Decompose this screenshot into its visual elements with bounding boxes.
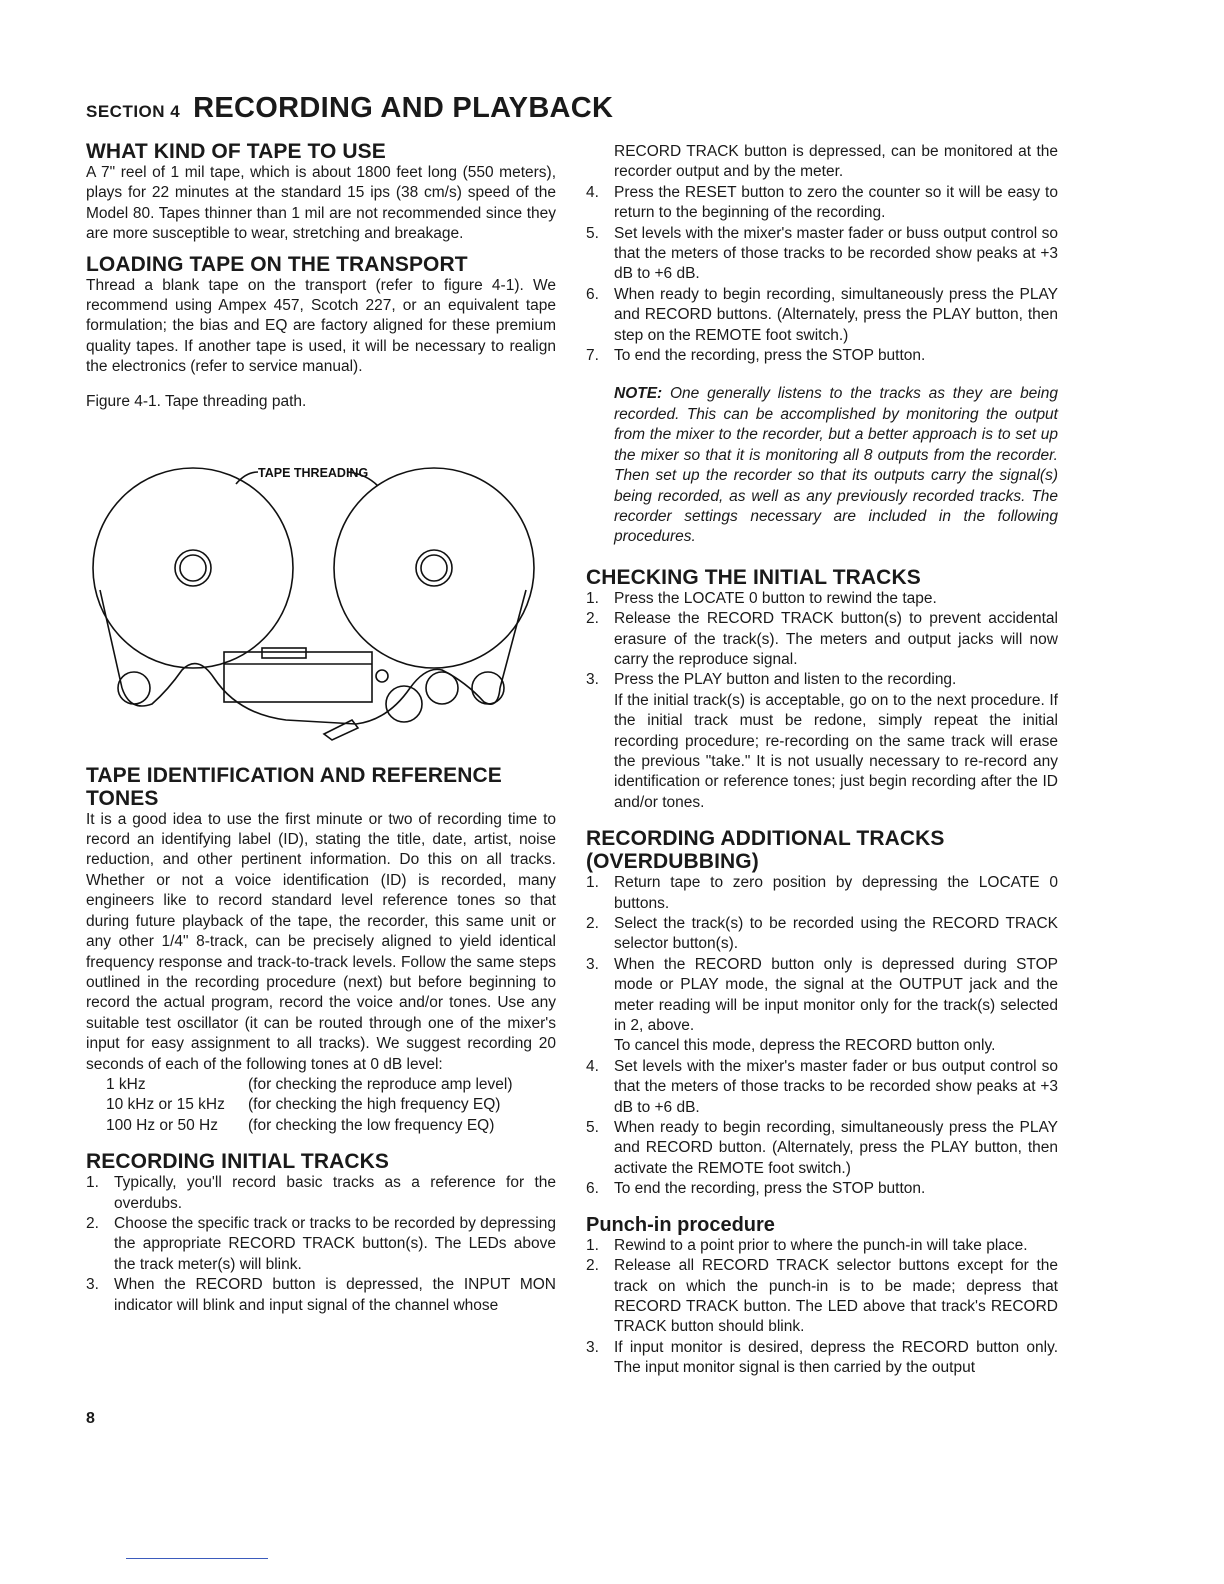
step-text: Release the RECORD TRACK button(s) to prevent accidental erasure of the track(s). The meters and output jacks will now carry the reproduce signal. <box>614 610 1058 668</box>
tone-freq: 1 kHz <box>106 1075 146 1093</box>
right-reel <box>334 468 534 668</box>
tape-threading-figure <box>86 420 556 750</box>
checking-heading: CHECKING THE INITIAL TRACKS <box>586 565 921 589</box>
step-number: 3. <box>586 1338 599 1356</box>
tone-row <box>106 1095 513 1115</box>
step <box>586 873 1058 914</box>
figure-caption: Figure 4-1. Tape threading path. <box>86 392 307 410</box>
step-text: Set levels with the mixer's master fader or bus output control so that the meters of those tracks to be recorded show peaks at +3 dB to +6 dB. <box>614 1057 1058 1116</box>
left-reel <box>93 468 293 668</box>
step <box>586 346 1058 366</box>
step-text: Select the track(s) to be recorded using the RECORD TRACK selector button(s). <box>614 915 1058 953</box>
punch-in-heading: Punch-in procedure <box>586 1213 775 1236</box>
tape-id-heading: TAPE IDENTIFICATION AND REFERENCE TONES <box>86 763 502 810</box>
step-text: Set levels with the mixer's master fader or buss output control so that the meters of those tracks to be recorded show peaks at +3 dB to +6 dB. <box>614 224 1058 283</box>
step-number: 3. <box>586 671 599 689</box>
step-text: Typically, you'll record basic tracks as a reference for the overdubs. <box>114 1174 556 1212</box>
step-number: 4. <box>586 183 599 201</box>
note-label: NOTE: <box>614 385 663 403</box>
tension-roller <box>386 686 422 722</box>
checking-section <box>586 566 1058 813</box>
step-text: Release all RECORD TRACK selector buttons except for the track on which the punch-in is to be made; depress that RECORD TRACK button. The LED above that track's RECORD TRACK button should blink. <box>614 1257 1058 1336</box>
step-number: 6. <box>586 1180 599 1198</box>
step-number: 6. <box>586 285 599 303</box>
page-number: 8 <box>86 1410 95 1427</box>
step <box>586 914 1058 955</box>
loading-section <box>86 253 556 750</box>
overdub-section <box>586 827 1058 1200</box>
step-number: 3. <box>86 1276 99 1294</box>
step-number: 5. <box>586 224 599 242</box>
step <box>586 1256 1058 1338</box>
head-block <box>224 652 372 702</box>
overdub-heading: RECORDING ADDITIONAL TRACKS (OVERDUBBING) <box>586 827 945 874</box>
figure-label: TAPE THREADING <box>258 465 369 480</box>
initial-steps-continued <box>586 183 1058 367</box>
step-text: Rewind to a point prior to where the punch-in will take place. <box>614 1236 1028 1254</box>
tone-freq: 10 kHz or 15 kHz <box>106 1096 225 1114</box>
step <box>586 1236 1058 1256</box>
step-number: 4. <box>586 1057 599 1075</box>
continued-text: RECORD TRACK button is depressed, can be monitored at the recorder output and by the meter. <box>614 143 1058 181</box>
section-label: SECTION 4 <box>86 102 181 121</box>
step <box>586 955 1058 1057</box>
step-number: 1. <box>586 589 599 607</box>
step-text: To end the recording, press the STOP button. <box>614 1180 926 1198</box>
initial-steps <box>86 1173 556 1316</box>
loading-body: Thread a blank tape on the transport (refer to figure 4-1). We recommend using Ampex 457, Scotch 227, or an equivalent tape formulation; the bias and EQ are factory aligned for these premium quality tapes. If another tape is used, it will be necessary to realign the electronics (refer to service manual). <box>86 276 556 376</box>
step-number: 1. <box>586 1236 599 1254</box>
step <box>586 183 1058 224</box>
checking-steps <box>586 589 1058 813</box>
step <box>586 1118 1058 1179</box>
tone-purpose: (for checking the low frequency EQ) <box>248 1116 495 1134</box>
initial-tracks-continued <box>586 142 1058 548</box>
step-text: When ready to begin recording, simultaneously press the PLAY and RECORD button. (Alternately, press the PLAY button, then activate the REMOTE foot switch.) <box>614 1119 1058 1177</box>
step <box>586 670 1058 813</box>
step-extra-text: If the initial track(s) is acceptable, go on to the next procedure. If the initial track must be redone, simply repeat the initial recording procedure; re-recording on the same track will erase the previous "take." It is not usually necessary to re-record any identification or reference tones; just begin recording after the ID and/or tones. <box>614 691 1058 811</box>
tone-purpose: (for checking the high frequency EQ) <box>248 1096 501 1114</box>
step-text: Return tape to zero position by depressing the LOCATE 0 buttons. <box>614 874 1058 912</box>
tape-kind-heading: WHAT KIND OF TAPE TO USE <box>86 140 386 163</box>
step <box>86 1214 556 1275</box>
step <box>586 1179 1058 1199</box>
step-extra-text: To cancel this mode, depress the RECORD button only. <box>614 1037 996 1055</box>
footer-rule <box>126 1558 268 1559</box>
left-column <box>86 140 556 1316</box>
overdub-steps <box>586 873 1058 1200</box>
step-number: 1. <box>586 874 599 892</box>
tone-table <box>106 1075 513 1136</box>
step <box>586 589 1058 609</box>
punch-in-section <box>586 1214 1058 1379</box>
step-text: To end the recording, press the STOP button. <box>614 347 926 365</box>
initial-tracks-section <box>86 1150 556 1316</box>
punch-in-steps <box>586 1236 1058 1379</box>
step-text: Choose the specific track or tracks to be recorded by depressing the appropriate RECORD TRACK button(s). The LEDs above the track meter(s) will blink. <box>114 1214 556 1273</box>
step-number: 3. <box>586 955 599 973</box>
tone-row <box>106 1075 513 1095</box>
step <box>586 1057 1058 1118</box>
step <box>586 285 1058 346</box>
tape-id-body: It is a good idea to use the first minute or two of recording time to record an identifying label (ID), stating the title, date, artist, noise reduction, and other pertinent information. Do this on all tracks. Whether or not a voice identification (ID) is recorded, many engineers like to record standard level reference tones so that during future playback of the tape, the recorder, this same unit or any other 1/4" 8-track, can be precisely aligned to yield identical frequency response and track-to-track levels. Follow the same steps outlined in the recording procedure (next) but before beginning to record the actual program, record the voice and/or tones. Use any suitable test oscillator (it can be routed through one of the mixer's input for easy assignment to all tracks). We suggest recording 20 seconds of each of the following tones at 0 dB level: <box>86 810 556 1073</box>
step-number: 5. <box>586 1119 599 1137</box>
step <box>586 609 1058 670</box>
tape-kind-body: A 7" reel of 1 mil tape, which is about 1800 feet long (550 meters), plays for 22 minutes at the standard 15 ips (38 cm/s) speed of the Model 80. Tapes thinner than 1 mil are not recommended since they are more susceptible to wear, stretching and breakage. <box>86 164 556 243</box>
note-text: One generally listens to the tracks as they are being recorded. This can be accomplished by monitoring the output from the mixer to the recorder, but a better approach is to set up the mixer so that it is monitoring all 8 outputs from the recorder. Then set up the recorder so that its outputs carry the signal(s) being recorded, as well as any previously recorded tracks. The recorder settings necessary are included in the following procedures. <box>614 385 1058 546</box>
section-title: RECORDING AND PLAYBACK <box>193 92 614 124</box>
step-text: Press the PLAY button and listen to the recording. <box>614 671 957 689</box>
step-text: If input monitor is desired, depress the RECORD button only. The input monitor signal is then carried by the output <box>614 1338 1058 1377</box>
initial-tracks-heading: RECORDING INITIAL TRACKS <box>86 1150 390 1174</box>
step <box>586 224 1058 285</box>
step-number: 7. <box>586 347 599 365</box>
step-text: When the RECORD button only is depressed during STOP mode or PLAY mode, the signal at the OUTPUT jack and the meter reading will be input monitor only for the track(s) selected in 2, above. <box>614 955 1058 1035</box>
step-number: 2. <box>586 915 599 932</box>
right-column <box>586 140 1058 1379</box>
step-number: 2. <box>586 610 599 628</box>
step <box>86 1173 556 1214</box>
tone-purpose: (for checking the reproduce amp level) <box>248 1075 513 1093</box>
note-block <box>614 384 1058 547</box>
tone-row <box>106 1116 513 1136</box>
step-number: 2. <box>86 1214 99 1232</box>
step-number: 2. <box>586 1257 599 1275</box>
tape-id-section <box>86 764 556 1137</box>
step-text: When the RECORD button is depressed, the INPUT MON indicator will blink and input signal of the channel whose <box>114 1276 556 1314</box>
step-text: When ready to begin recording, simultaneously press the PLAY and RECORD buttons. (Alternately, press the PLAY button, then step on the REMOTE foot switch.) <box>614 285 1058 344</box>
page-title <box>86 88 613 125</box>
step-number: 1. <box>86 1174 99 1192</box>
step-text: Press the LOCATE 0 button to rewind the tape. <box>614 589 937 607</box>
loading-heading: LOADING TAPE ON THE TRANSPORT <box>86 252 468 276</box>
step <box>86 1275 556 1316</box>
tone-freq: 100 Hz or 50 Hz <box>106 1116 218 1134</box>
tape-kind-section <box>86 140 556 245</box>
step <box>586 1338 1058 1379</box>
step-text: Press the RESET button to zero the counter so it will be easy to return to the beginning of the recording. <box>614 183 1058 222</box>
